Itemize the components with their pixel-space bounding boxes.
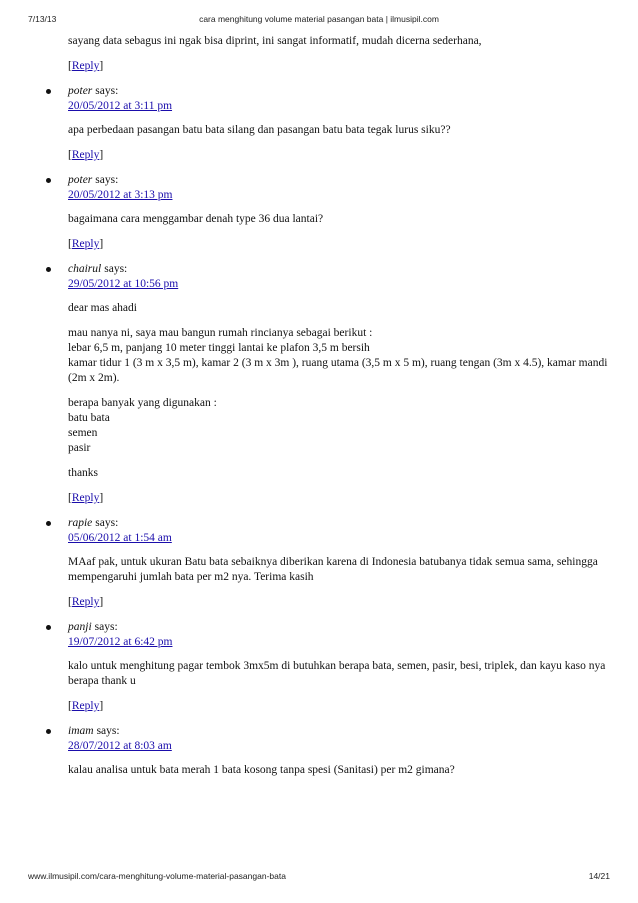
comment-text: [68, 396, 613, 456]
reply-link-wrapper: [Reply]: [68, 60, 104, 72]
comment-text: [68, 466, 613, 481]
comment-item: [68, 516, 613, 610]
comment-date-link[interactable]: 19/07/2012 at 6:42 pm: [68, 636, 173, 648]
page-title: cara menghitung volume material pasangan bata | ilmusipil.com: [199, 14, 439, 24]
comment-text-line: batu bata: [68, 412, 110, 424]
reply-link-wrapper: [Reply]: [68, 492, 104, 504]
comment-date-link[interactable]: 28/07/2012 at 8:03 am: [68, 740, 172, 752]
page-footer: [28, 871, 610, 885]
bullet-icon: [46, 178, 51, 183]
comment-item: [68, 262, 613, 506]
comment-item: [68, 173, 613, 252]
comment-author: panji: [68, 621, 92, 633]
bullet-icon: [46, 729, 51, 734]
comment-text-line: kalau analisa untuk bata merah 1 bata kosong tanpa spesi (Sanitasi) per m2 gimana?: [68, 764, 455, 776]
bullet-icon: [46, 521, 51, 526]
comment-item: [68, 84, 613, 163]
comment-author-line: [68, 724, 613, 739]
reply-link[interactable]: Reply: [71, 149, 100, 161]
comments-section: [68, 34, 613, 788]
comment-author-line: [68, 173, 613, 188]
says-label: says:: [95, 517, 119, 529]
comment-item: [68, 724, 613, 778]
comment-author-line: [68, 84, 613, 99]
comment-date-wrapper: [68, 635, 613, 650]
comment-author: poter: [68, 85, 93, 97]
bullet-icon: [46, 89, 51, 94]
comment-author: poter: [68, 174, 93, 186]
comment-author-line: [68, 262, 613, 277]
comment-text-line: MAaf pak, untuk ukuran Batu bata sebaiknya diberikan karena di Indonesia batubanya tidak semua sama, sehingga mempengaruhi jumlah bata per m2 nya. Terima kasih: [68, 556, 598, 583]
comment-text-line: kalo untuk menghitung pagar tembok 3mx5m di butuhkan berapa bata, semen, pasir, besi, triplek, dan kayu kaso nya berapa thank u: [68, 660, 606, 687]
comment-author: rapie: [68, 517, 93, 529]
reply-link[interactable]: Reply: [71, 596, 100, 608]
page-header: [28, 14, 610, 28]
reply-link-wrapper: [Reply]: [68, 238, 104, 250]
comment-date-link[interactable]: 20/05/2012 at 3:11 pm: [68, 100, 173, 112]
comment-text: [68, 763, 613, 778]
comment-date-link[interactable]: 05/06/2012 at 1:54 am: [68, 532, 172, 544]
comment-text-line: berapa banyak yang digunakan :: [68, 397, 217, 409]
comment-date-wrapper: [68, 739, 613, 754]
comment-text-line: lebar 6,5 m, panjang 10 meter tinggi lantai ke plafon 3,5 m bersih: [68, 342, 370, 354]
says-label: says:: [95, 174, 119, 186]
page-url: www.ilmusipil.com/cara-menghitung-volume-material-pasangan-bata: [28, 871, 286, 881]
comment-text: [68, 301, 613, 316]
comment-text-line: apa perbedaan pasangan batu bata silang dan pasangan batu bata tegak lurus siku??: [68, 124, 451, 136]
says-label: says:: [96, 725, 120, 737]
comment-author: chairul: [68, 263, 102, 275]
bullet-icon: [46, 625, 51, 630]
print-date: 7/13/13: [28, 14, 57, 24]
comment-text-line: semen: [68, 427, 98, 439]
comment-text: sayang data sebagus ini ngak bisa diprint, ini sangat informatif, mudah dicerna sederhana,: [68, 35, 482, 47]
comment-text-line: mau nanya ni, saya mau bangun rumah rincianya sebagai berikut :: [68, 327, 373, 339]
comment-date-wrapper: [68, 99, 613, 114]
comment-item: [68, 620, 613, 714]
comment-text-line: dear mas ahadi: [68, 302, 137, 314]
says-label: says:: [104, 263, 128, 275]
comment-date-wrapper: [68, 531, 613, 546]
comment-date-link[interactable]: 29/05/2012 at 10:56 pm: [68, 278, 179, 290]
page-number: 14/21: [588, 871, 610, 881]
comment-list: [68, 84, 613, 778]
comment-text-line: pasir: [68, 442, 91, 454]
comment-text: [68, 555, 613, 585]
comment-author-line: [68, 516, 613, 531]
comment-date-wrapper: [68, 277, 613, 292]
comment-author: imam: [68, 725, 94, 737]
reply-link[interactable]: Reply: [71, 700, 100, 712]
comment-text-line: bagaimana cara menggambar denah type 36 dua lantai?: [68, 213, 324, 225]
comment-date-link[interactable]: 20/05/2012 at 3:13 pm: [68, 189, 173, 201]
comment-text: [68, 659, 613, 689]
comment-text-line: thanks: [68, 467, 99, 479]
reply-link[interactable]: Reply: [71, 238, 100, 250]
comment-text: [68, 326, 613, 386]
comment-author-line: [68, 620, 613, 635]
says-label: says:: [95, 85, 119, 97]
reply-link[interactable]: Reply: [71, 60, 100, 72]
bullet-icon: [46, 267, 51, 272]
reply-link-wrapper: [Reply]: [68, 596, 104, 608]
reply-link-wrapper: [Reply]: [68, 149, 104, 161]
comment-text-line: kamar tidur 1 (3 m x 3,5 m), kamar 2 (3 m x 3m ), ruang utama (3,5 m x 5 m), ruang tengan (3m x 4.5), kamar mandi (2m x 2m).: [68, 357, 608, 384]
comment-text: [68, 212, 613, 227]
comment-text: [68, 123, 613, 138]
reply-link[interactable]: Reply: [71, 492, 100, 504]
reply-link-wrapper: [Reply]: [68, 700, 104, 712]
says-label: says:: [94, 621, 118, 633]
comment-date-wrapper: [68, 188, 613, 203]
